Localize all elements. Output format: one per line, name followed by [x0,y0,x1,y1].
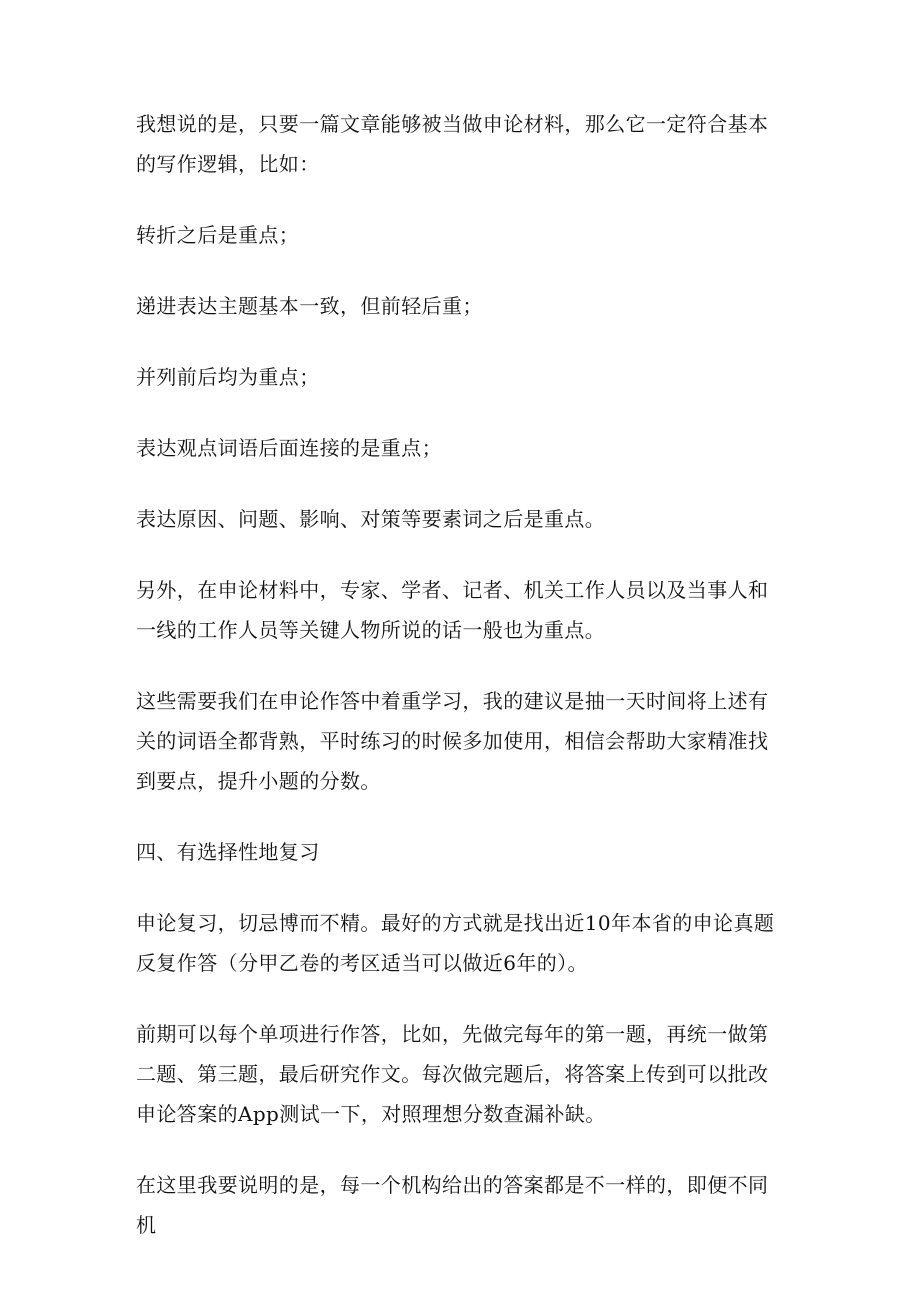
paragraph-answer-note: 在这里我要说明的是，每一个机构给出的答案都是不一样的，即便不同机 [136,1173,769,1237]
paragraph-parallel-point: 并列前后均为重点； [136,365,320,389]
paragraph-review-method: 申论复习，切忌博而不精。最好的方式就是找出近10年本省的申论真题反复作答（分甲乙卷的考区适当可以做近6年的）。 [136,911,775,975]
document-body [136,104,782,1276]
paragraph-key-persons: 另外，在申论材料中，专家、学者、记者、机关工作人员以及当事人和一线的工作人员等关键人物所说的话一般也为重点。 [136,578,769,642]
paragraph-element-words-point: 表达原因、问题、影响、对策等要素词之后是重点。 [136,507,606,531]
paragraph-practice-method: 前期可以每个单项进行作答，比如，先做完每年的第一题，再统一做第二题、第三题，最后研究作文。每次做完题后，将答案上传到可以批改申论答案的App测试一下，对照理想分数查漏补缺。 [136,1022,769,1126]
paragraph-writing-logic: 我想说的是，只要一篇文章能够被当做申论材料，那么它一定符合基本的写作逻辑，比如： [136,112,769,176]
paragraph-study-advice: 这些需要我们在申论作答中着重学习，我的建议是抽一天时间将上述有关的词语全都背熟，平时练习的时候多加使用，相信会帮助大家精准找到要点，提升小题的分数。 [136,689,769,793]
paragraph-opinion-words-point: 表达观点词语后面连接的是重点； [136,436,442,460]
paragraph-transition-point: 转折之后是重点； [136,223,300,247]
section-heading-selective-review: 四、有选择性地复习 [136,840,320,864]
paragraph-progressive-point: 递进表达主题基本一致，但前轻后重； [136,294,483,318]
